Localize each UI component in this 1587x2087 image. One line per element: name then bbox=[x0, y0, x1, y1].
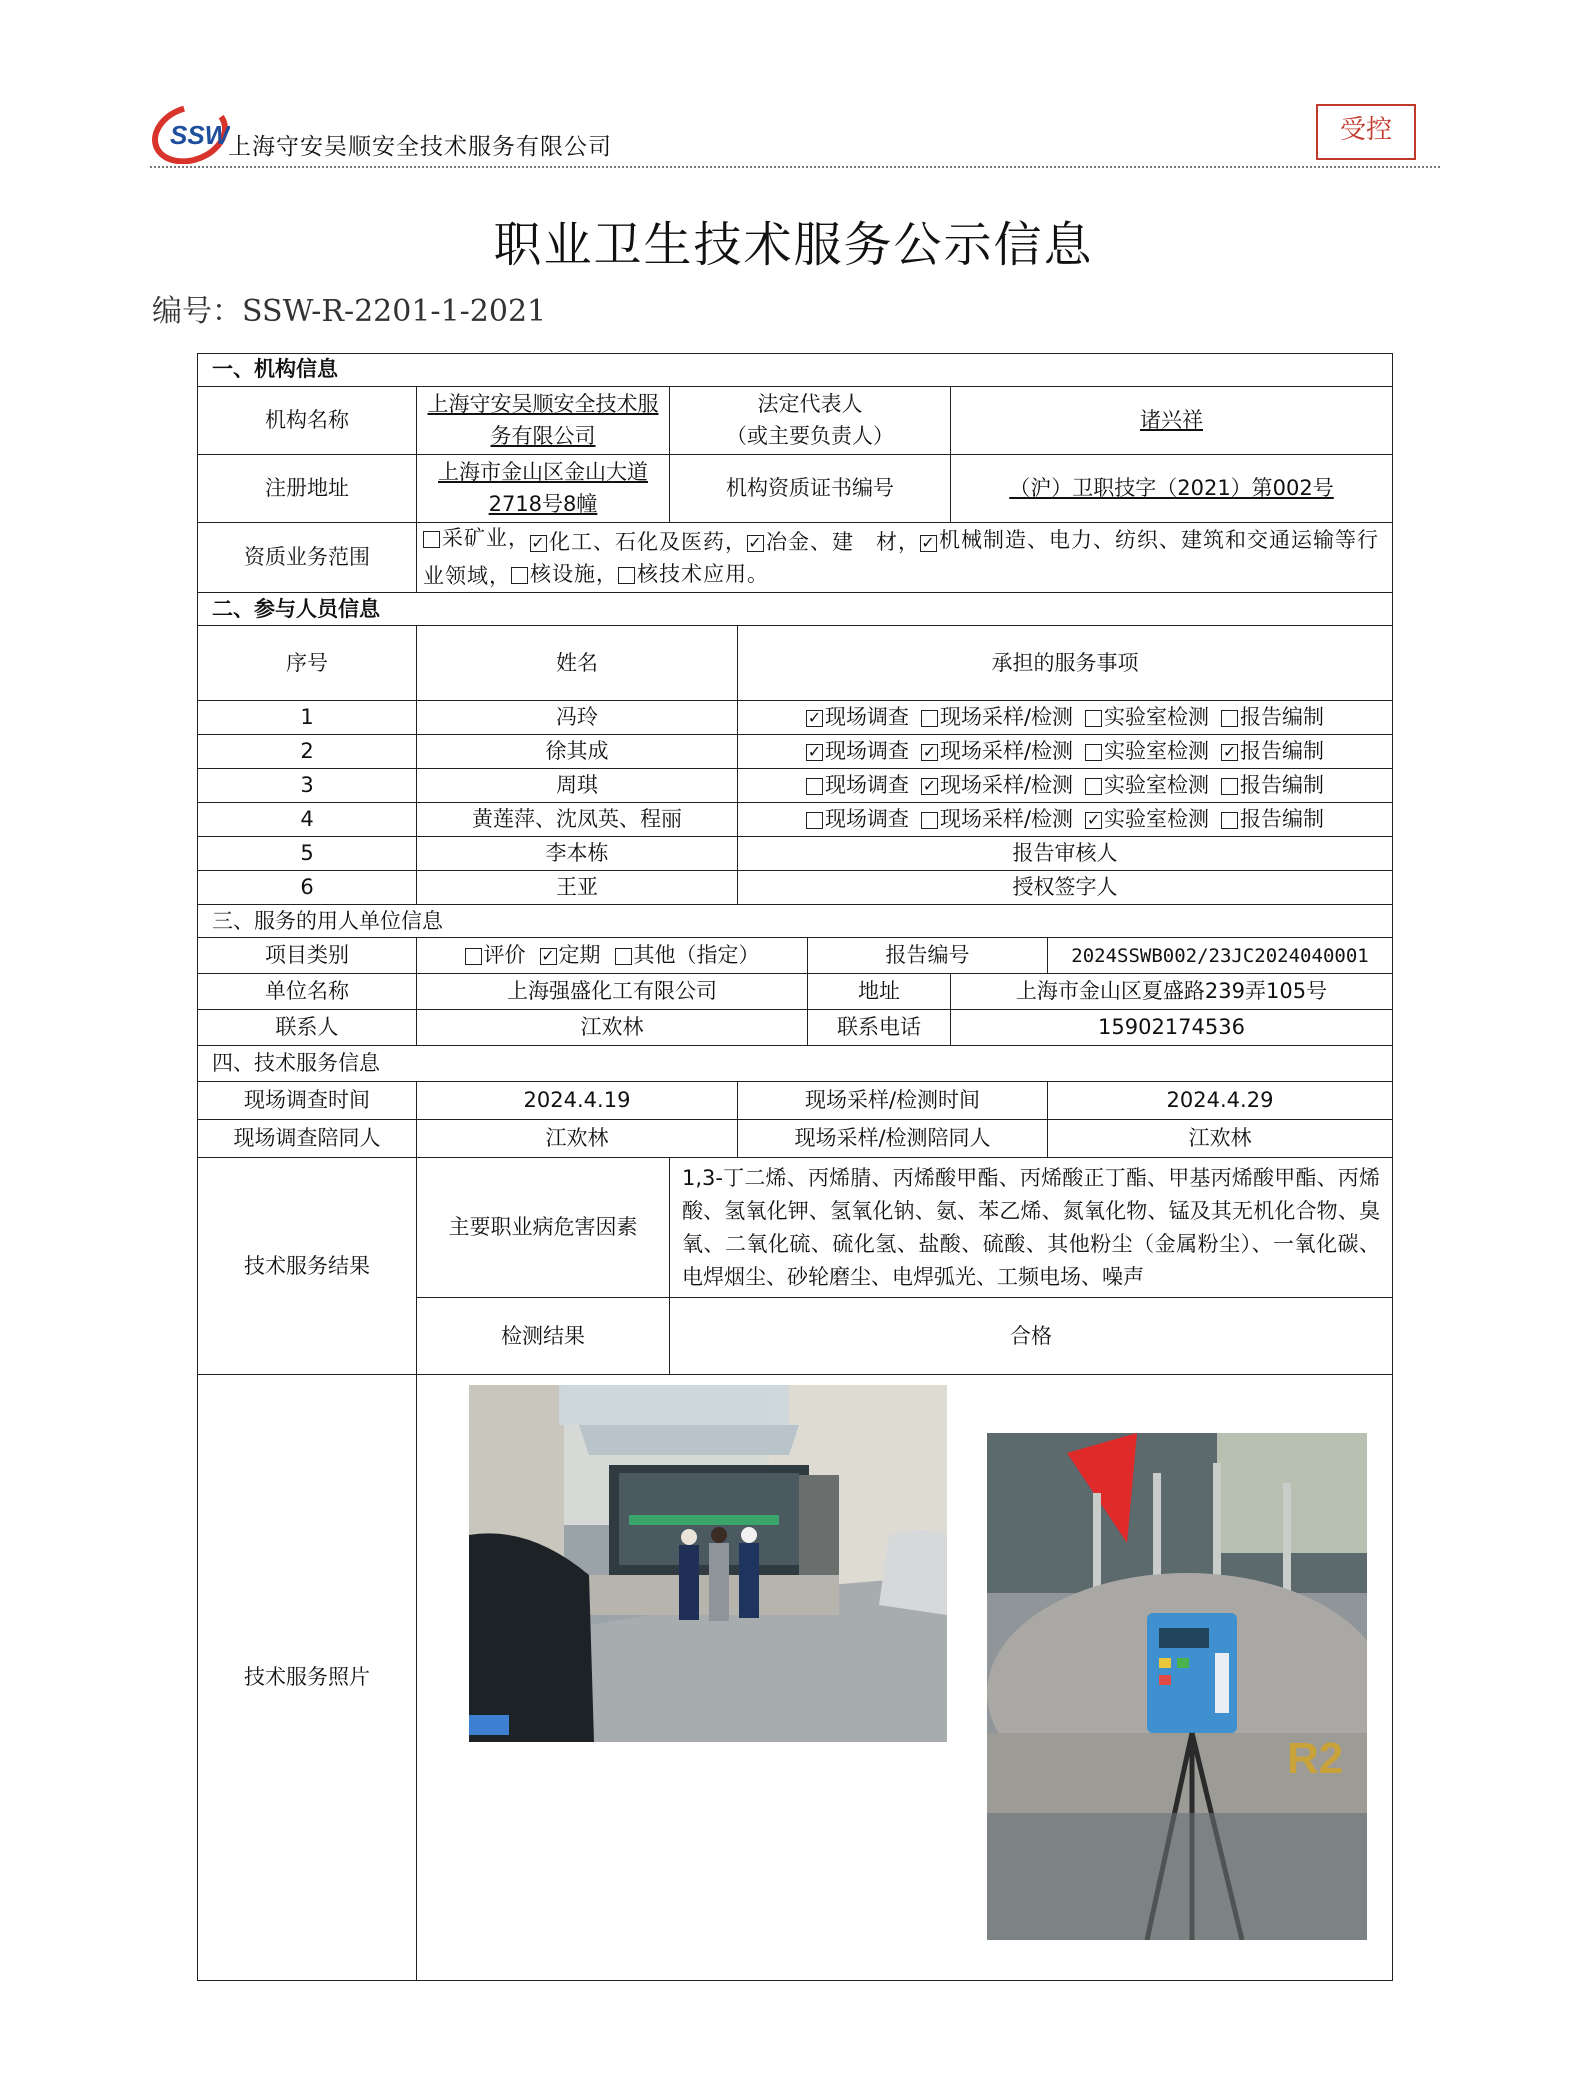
checkbox bbox=[921, 710, 938, 727]
table-row bbox=[198, 769, 1393, 803]
checkbox bbox=[921, 812, 938, 829]
task-item bbox=[1085, 770, 1209, 802]
company-name: 上海守安吴顺安全技术服务有限公司 bbox=[228, 134, 612, 160]
table-row bbox=[198, 735, 1393, 769]
task-label: 实验室检测 bbox=[1104, 807, 1210, 831]
address-label: 注册地址 bbox=[198, 455, 417, 523]
legal-rep-label-line1: 法定代表人 bbox=[757, 392, 863, 416]
project-type-label: 项目类别 bbox=[198, 938, 417, 974]
page-header bbox=[150, 100, 1440, 168]
svg-text:R2: R2 bbox=[1287, 1734, 1344, 1784]
legal-rep-label bbox=[670, 387, 951, 455]
task-item bbox=[1221, 770, 1324, 802]
scope-label: 资质业务范围 bbox=[198, 523, 417, 593]
unit-address-label: 地址 bbox=[808, 974, 951, 1010]
staff-col-no: 序号 bbox=[198, 626, 417, 701]
checkbox bbox=[1085, 710, 1102, 727]
task-item bbox=[1221, 804, 1324, 836]
staff-tasks bbox=[738, 769, 1393, 803]
task-label: 现场采样/检测 bbox=[939, 807, 1074, 831]
sampling-escort-label: 现场采样/检测陪同人 bbox=[738, 1120, 1048, 1158]
section-client-heading: 三、服务的用人单位信息 bbox=[198, 905, 1393, 938]
checkbox: ✓ bbox=[807, 708, 822, 728]
section-staff-heading: 二、参与人员信息 bbox=[198, 593, 1393, 626]
task-item bbox=[921, 736, 1073, 768]
task-label: 现场调查 bbox=[824, 807, 909, 831]
task-label: 现场采样/检测 bbox=[939, 773, 1074, 797]
staff-col-tasks: 承担的服务事项 bbox=[738, 626, 1393, 701]
staff-col-name: 姓名 bbox=[417, 626, 738, 701]
task-item bbox=[921, 702, 1073, 734]
staff-tasks bbox=[738, 735, 1393, 769]
person-figures bbox=[679, 1527, 759, 1621]
task-label: 现场采样/检测 bbox=[939, 739, 1074, 763]
table-row bbox=[198, 701, 1393, 735]
task-item bbox=[1085, 804, 1209, 836]
site-survey-photo bbox=[469, 1385, 947, 1742]
scope-item-nuclear-tech: 核技术应用。 bbox=[618, 559, 769, 591]
phone-label: 联系电话 bbox=[808, 1010, 951, 1046]
legal-rep-label-line2: （或主要负责人） bbox=[726, 423, 894, 448]
scope-item-machinery: ✓ 机械制造、电力、纺织、建筑和交通运输等行业领域， bbox=[423, 528, 1379, 588]
checkbox bbox=[423, 531, 440, 548]
checkbox: ✓ bbox=[748, 533, 763, 553]
project-type-evaluation: 评价 bbox=[465, 940, 526, 972]
staff-tasks bbox=[738, 701, 1393, 735]
staff-name: 徐其成 bbox=[417, 735, 738, 769]
table-row bbox=[198, 837, 1393, 871]
task-item bbox=[806, 770, 909, 802]
task-label: 报告编制 bbox=[1240, 807, 1325, 831]
unit-address-value: 上海市金山区夏盛路239弄105号 bbox=[951, 974, 1393, 1010]
photos-label: 技术服务照片 bbox=[198, 1375, 417, 1981]
task-item bbox=[806, 804, 909, 836]
hazards-value: 1,3-丁二烯、丙烯腈、丙烯酸甲酯、丙烯酸正丁酯、甲基丙烯酸甲酯、丙烯酸、氢氧化钾、氢氧化钠、氨、苯乙烯、氮氧化物、锰及其无机化合物、臭氧、二氧化硫、硫化氢、盐酸、硫酸、其他粉尘（金属粉尘）、一氧化碳、电焊烟尘、砂轮磨尘、电焊弧光、工频电场、噪声 bbox=[670, 1158, 1393, 1298]
project-type-other: 其他（指定） bbox=[615, 940, 760, 972]
task-item bbox=[806, 736, 909, 768]
company-logo bbox=[150, 102, 230, 164]
staff-no: 4 bbox=[198, 803, 417, 837]
org-name-value: 上海守安吴顺安全技术服务有限公司 bbox=[417, 387, 670, 455]
phone-value: 15902174536 bbox=[951, 1010, 1393, 1046]
survey-time-label: 现场调查时间 bbox=[198, 1082, 417, 1120]
checkbox bbox=[618, 567, 635, 584]
task-label: 现场采样/检测 bbox=[939, 705, 1074, 729]
staff-name: 黄莲萍、沈凤英、程丽 bbox=[417, 803, 738, 837]
task-label: 实验室检测 bbox=[1104, 739, 1210, 763]
staff-name: 王亚 bbox=[417, 871, 738, 905]
task-label: 报告编制 bbox=[1240, 739, 1325, 763]
task-item bbox=[1221, 702, 1324, 734]
staff-no: 1 bbox=[198, 701, 417, 735]
staff-role: 报告审核人 bbox=[738, 837, 1393, 871]
sampling-time-value: 2024.4.29 bbox=[1048, 1082, 1393, 1120]
sampling-escort-value: 江欢林 bbox=[1048, 1120, 1393, 1158]
table-row bbox=[198, 803, 1393, 837]
staff-no: 6 bbox=[198, 871, 417, 905]
page-title: 职业卫生技术服务公示信息 bbox=[493, 217, 1094, 273]
task-item bbox=[806, 702, 909, 734]
legal-rep-value: 诸兴祥 bbox=[951, 387, 1393, 455]
staff-no: 5 bbox=[198, 837, 417, 871]
project-type-value bbox=[417, 938, 808, 974]
staff-no: 3 bbox=[198, 769, 417, 803]
scope-item-nuclear-facility: 核设施， bbox=[511, 559, 618, 591]
task-label: 实验室检测 bbox=[1104, 705, 1210, 729]
checkbox bbox=[615, 948, 632, 965]
project-type-periodic: ✓ 定期 bbox=[541, 943, 601, 967]
task-item bbox=[1085, 702, 1209, 734]
task-label: 现场调查 bbox=[824, 705, 909, 729]
checkbox bbox=[511, 567, 528, 584]
staff-name: 周琪 bbox=[417, 769, 738, 803]
unit-name-value: 上海强盛化工有限公司 bbox=[417, 974, 808, 1010]
unit-name-label: 单位名称 bbox=[198, 974, 417, 1010]
address-value: 上海市金山区金山大道2718号8幢 bbox=[417, 455, 670, 523]
task-label: 现场调查 bbox=[824, 739, 909, 763]
scope-value bbox=[417, 523, 1393, 593]
task-label: 实验室检测 bbox=[1104, 773, 1210, 797]
section-service-heading: 四、技术服务信息 bbox=[198, 1046, 1393, 1082]
control-stamp: 受控 bbox=[1316, 104, 1416, 160]
checkbox: ✓ bbox=[807, 742, 822, 762]
checkbox bbox=[1085, 778, 1102, 795]
scope-item-mining: 采矿业， bbox=[423, 523, 530, 555]
checkbox bbox=[1221, 812, 1238, 829]
checkbox: ✓ bbox=[922, 776, 937, 796]
staff-name: 冯玲 bbox=[417, 701, 738, 735]
table-row bbox=[198, 871, 1393, 905]
staff-rows bbox=[198, 701, 1393, 905]
survey-time-value: 2024.4.19 bbox=[417, 1082, 738, 1120]
report-no-value: 2024SSWB002/23JC2024040001 bbox=[1048, 938, 1393, 974]
sampling-time-label: 现场采样/检测时间 bbox=[738, 1082, 1048, 1120]
report-no-label: 报告编号 bbox=[808, 938, 1048, 974]
cert-value: （沪）卫职技字（2021）第002号 bbox=[951, 455, 1393, 523]
scope-item-metallurgy: ✓ 冶金、建 材， bbox=[748, 530, 920, 554]
logo-text: SSW bbox=[170, 120, 230, 150]
task-label: 现场调查 bbox=[824, 773, 909, 797]
survey-escort-label: 现场调查陪同人 bbox=[198, 1120, 417, 1158]
checkbox bbox=[465, 948, 482, 965]
sampling-photo bbox=[987, 1433, 1367, 1940]
scope-item-chemical: ✓ 化工、石化及医药， bbox=[531, 530, 747, 554]
task-label: 报告编制 bbox=[1240, 705, 1325, 729]
task-item bbox=[1085, 736, 1209, 768]
info-table bbox=[197, 353, 1393, 1981]
task-label: 报告编制 bbox=[1240, 773, 1325, 797]
task-item bbox=[921, 804, 1073, 836]
task-item bbox=[1221, 736, 1324, 768]
checkbox: ✓ bbox=[1086, 810, 1101, 830]
hazards-label: 主要职业病危害因素 bbox=[417, 1158, 670, 1298]
staff-name: 李本栋 bbox=[417, 837, 738, 871]
checkbox bbox=[806, 812, 823, 829]
photos-cell bbox=[417, 1375, 1393, 1981]
section-org-heading: 一、机构信息 bbox=[198, 354, 1393, 387]
test-result-label: 检测结果 bbox=[417, 1298, 670, 1375]
cert-label: 机构资质证书编号 bbox=[670, 455, 951, 523]
document-number: 编号：SSW-R-2201-1-2021 bbox=[152, 294, 547, 329]
checkbox bbox=[1221, 778, 1238, 795]
staff-no: 2 bbox=[198, 735, 417, 769]
contact-value: 江欢林 bbox=[417, 1010, 808, 1046]
header-divider bbox=[150, 166, 1440, 168]
test-result-value: 合格 bbox=[670, 1298, 1393, 1375]
checkbox: ✓ bbox=[921, 533, 936, 553]
staff-tasks bbox=[738, 803, 1393, 837]
survey-escort-value: 江欢林 bbox=[417, 1120, 738, 1158]
checkbox: ✓ bbox=[541, 946, 555, 966]
task-item bbox=[921, 770, 1073, 802]
checkbox bbox=[1221, 710, 1238, 727]
checkbox bbox=[1085, 744, 1102, 761]
org-name-label: 机构名称 bbox=[198, 387, 417, 455]
contact-label: 联系人 bbox=[198, 1010, 417, 1046]
checkbox: ✓ bbox=[1222, 742, 1237, 762]
checkbox: ✓ bbox=[531, 533, 546, 553]
staff-role: 授权签字人 bbox=[738, 871, 1393, 905]
checkbox: ✓ bbox=[922, 742, 937, 762]
checkbox bbox=[806, 778, 823, 795]
result-label: 技术服务结果 bbox=[198, 1158, 417, 1375]
